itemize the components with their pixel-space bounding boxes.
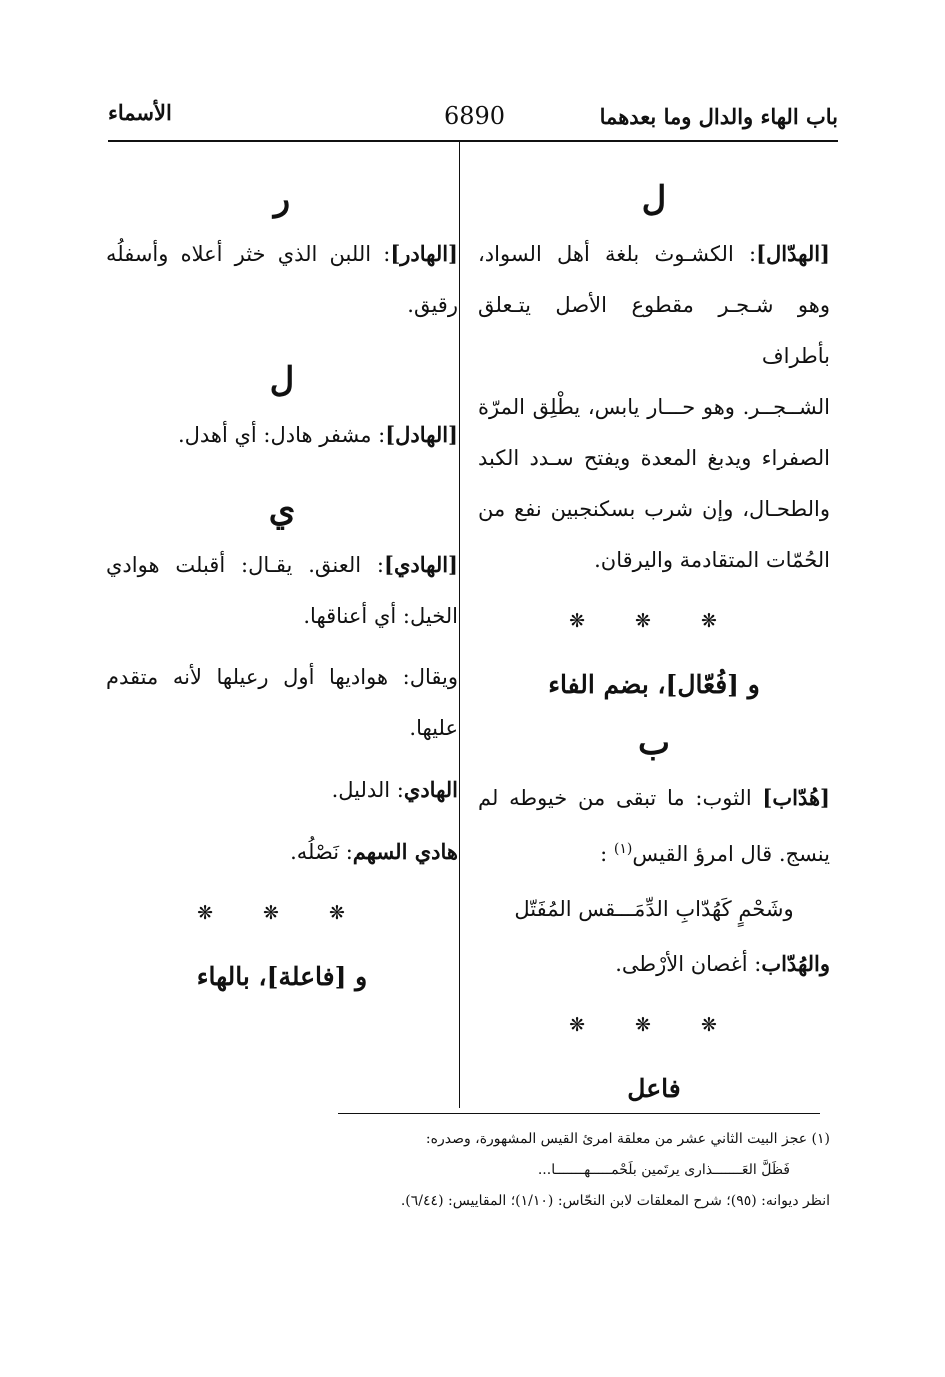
running-header [108, 100, 838, 140]
section-separator: ❋ ❋ ❋ [569, 610, 739, 632]
entry-huddab-line [478, 772, 830, 824]
entry-haddal-line [478, 228, 830, 280]
entry-hadir-line [106, 228, 458, 280]
pattern-heading-faaila: و [فاعلة]، بالهاء [196, 962, 368, 991]
header-rule [108, 140, 838, 142]
pattern-heading-fuaal: و [فُعّال]، بضم الفاء [548, 670, 760, 699]
entry-term: [الهادي] [384, 552, 458, 577]
column-divider [459, 142, 460, 1108]
entry-haddal-line: الحُمّات المتقادمة واليرقان. [594, 548, 830, 572]
entry-guide [106, 764, 458, 816]
entry-text: : نَصْلُه. [290, 840, 353, 864]
entry-huddab-line [478, 938, 830, 990]
entry-hadir-line: رقيق. [407, 293, 458, 317]
entry-text: : الدليل. [331, 778, 404, 802]
entry-text: : أغصان الأرْطى. [615, 952, 762, 976]
entry-term: والهُدّاب [761, 951, 830, 976]
right-column [478, 170, 830, 1103]
entry-term: [الهادل] [385, 422, 458, 447]
entry-huddab [478, 772, 830, 990]
letter-heading-ya: ي [268, 490, 296, 530]
entry-term: [الهادر] [390, 241, 458, 266]
entry-term: [هُدّاب] [762, 785, 830, 810]
entry-hadi-line: الخيل: أي أعناقها. [303, 604, 458, 628]
entry-huddab-line [478, 824, 830, 880]
entry-haddal-line: الصفراء ويدبغ المعدة ويفتح سـدد الكبد [478, 446, 830, 470]
entry-haddal-line: الشــجــر. وهو حـــار يابس، يطْلِق المرّة [478, 395, 830, 419]
letter-heading-lam: ل [269, 360, 295, 400]
part-title: الأسماء [108, 100, 172, 125]
entry-hadi-line: ويقال: هواديها أول رعيلها لأنه متقدم [106, 665, 458, 689]
footnotes [230, 1124, 830, 1217]
spacer [106, 331, 458, 351]
page-number: 6890 [444, 102, 506, 130]
entry-text: : اللبن الذي خثر أعلاه وأسفلُه [106, 242, 391, 266]
poetry-verse: وشَحْمٍ كَهُدّابِ الدِّمَـــقس المُفَتّل [514, 897, 794, 921]
entry-arrow [106, 826, 458, 878]
footnote-verse: فَظَلَّ العَـــــــذارى يرتَمين بلَحْمـــــهـــــــا... [537, 1162, 790, 1178]
entry-text: الثوب: ما تبقى من خيوطه لم [478, 786, 752, 810]
entry-haddal [478, 228, 830, 586]
entry-term: [الهدّال] [756, 241, 830, 266]
footnote-1: (١) عجز البيت الثاني عشر من معلقة امرئ القيس المشهورة، وصدره: [425, 1131, 830, 1147]
entry-term: هادي السهم [352, 839, 458, 864]
entry-hadi-line [106, 539, 458, 591]
section-title: باب الهاء والدال وما بعدهما [599, 104, 838, 129]
letter-heading-lam: ل [641, 179, 667, 219]
pattern-heading-faaal: فاعل [627, 1074, 681, 1103]
entry-text: ينسج. قال امرؤ القيس [632, 842, 830, 866]
entry-haddal-line: وهو شـجـر مقطوع الأصل يتـعلق بأطراف [478, 293, 830, 368]
entry-term: الهادي [403, 777, 458, 802]
entry-hadil-line [106, 409, 458, 461]
entry-hadi [106, 539, 458, 754]
entry-hadi-line: عليها. [409, 716, 458, 740]
footnote-references: انظر ديوانه: (٩٥)؛ شرح المعلقات لابن النحّاس: (١/١٠)؛ المقاييس: (٦/٤٤). [400, 1193, 830, 1209]
left-column [106, 170, 458, 1100]
entry-text: : العنق. يقـال: أقبلت هوادي [106, 553, 385, 577]
footnote-rule [338, 1113, 820, 1114]
footnote-reference[interactable]: (١) [613, 841, 633, 857]
entry-text: : الكشـوث بلغة أهل السواد، [478, 242, 757, 266]
entry-haddal-line: والطحـال، وإن شرب بسكنجبين نفع من [478, 497, 830, 521]
entry-hadil [106, 409, 458, 461]
spacer [106, 461, 458, 481]
entry-text: : [600, 842, 608, 866]
entry-hadir [106, 228, 458, 331]
letter-heading-ra: ر [273, 179, 291, 219]
letter-heading-ba: ب [637, 723, 670, 763]
section-separator: ❋ ❋ ❋ [197, 902, 367, 924]
section-separator: ❋ ❋ ❋ [569, 1014, 739, 1036]
entry-text: : مشفر هادل: أي أهدل. [177, 423, 386, 447]
